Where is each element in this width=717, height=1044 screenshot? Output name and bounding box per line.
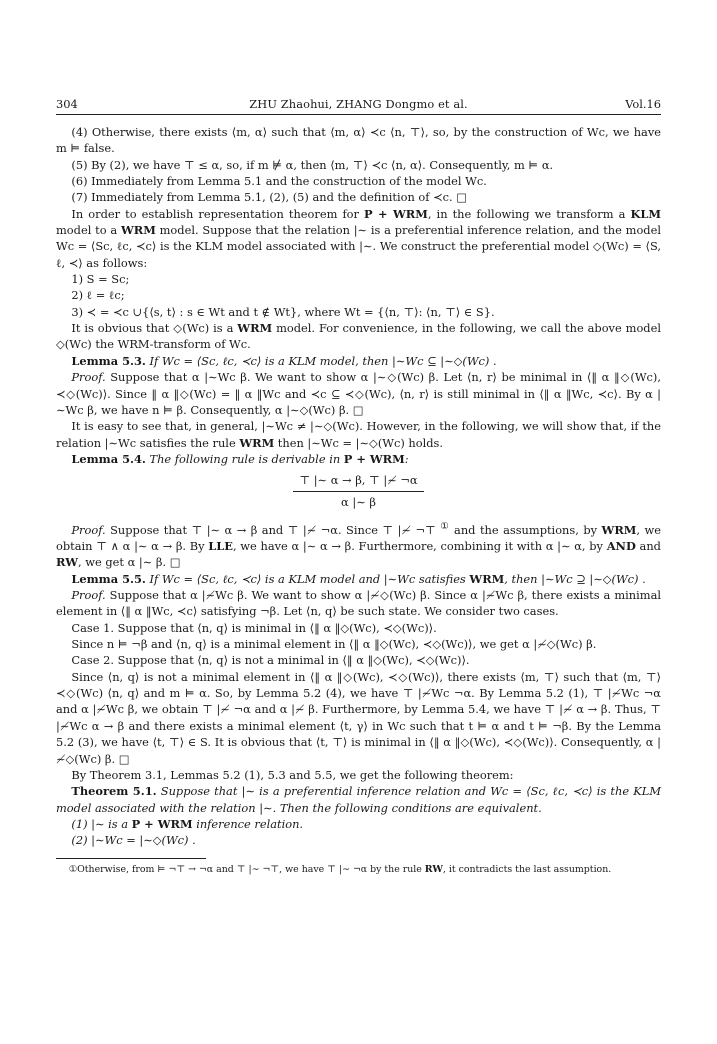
text: (1) |∼ is a (71, 816, 132, 831)
text-bold: P + WRM (364, 206, 428, 221)
proof (56, 519, 661, 571)
proof (56, 587, 661, 620)
page-body (56, 120, 661, 876)
paragraph (56, 206, 661, 271)
footnote-rule (56, 858, 206, 859)
text: then |∼Wc = |∼◇(Wc) holds. (274, 435, 444, 450)
proof-text: Suppose that α |∼Wc β. We want to show α |∼◇(Wc) β. Let ⟨n, r⟩ be minimal in ⟨‖ α ‖◇(Wc), ≺◇(Wc)⟩. Since ‖ α ‖◇(Wc) = ‖ α ‖Wc and ≺c ⊆ ≺◇(Wc), ⟨n, r⟩ is still minimal in ⟨‖ α ‖Wc, ≺c⟩. By α |∼Wc β, we have n ⊨ β. Consequently, α |∼◇(Wc) β. □ (56, 370, 661, 417)
lemma-statement: If Wc = ⟨Sc, ℓc, ≺c⟩ is a KLM model, then |∼Wc ⊆ |∼◇(Wc) . (145, 353, 497, 368)
list-item: (2) |∼Wc = |∼◇(Wc) . (71, 833, 196, 848)
running-title: ZHU Zhaohui, ZHANG Dongmo et al. (249, 97, 468, 111)
paragraph: By Theorem 3.1, Lemmas 5.2 (1), 5.3 and 5.5, we get the following theorem: (71, 767, 514, 782)
text: In order to establish representation theorem for (71, 206, 365, 221)
text-bold: P + WRM (131, 816, 193, 831)
lemma-5-4 (56, 451, 661, 467)
proof-label: Proof. (71, 370, 106, 385)
theorem-label: Theorem 5.1. (71, 784, 157, 799)
paragraph: (6) Immediately from Lemma 5.1 and the construction of the model Wc. (71, 174, 487, 189)
footnote-marker: ① (440, 520, 450, 532)
paragraph: (4) Otherwise, there exists ⟨m, α⟩ such that ⟨m, α⟩ ≺c ⟨n, ⊤⟩, so, by the construction of Wc, we have m ⊨ false. (56, 125, 661, 156)
text-bold: WRM (237, 321, 273, 336)
text-bold: WRM (239, 435, 275, 450)
lemma-statement: The following rule is derivable in (145, 451, 344, 466)
text-bold: P + WRM (343, 451, 405, 466)
lemma-5-5 (56, 571, 661, 587)
list-item: 2) ℓ = ℓc; (71, 288, 125, 303)
text-bold: WRM (120, 223, 156, 238)
proof-text: , we get α |∼ β. □ (78, 555, 181, 570)
proof-text: , we obtain ⊤ ∧ α |∼ α → β. By (56, 522, 662, 554)
lemma-5-3 (56, 353, 661, 369)
text-bold: KLM (630, 206, 661, 221)
paragraph: (5) By (2), we have ⊤ ≤ α, so, if m ⊭ α, then ⟨m, ⊤⟩ ≺c ⟨n, α⟩. Consequently, m ⊨ α. (71, 157, 554, 172)
paragraph: Since n ⊨ ¬β and ⟨n, q⟩ is a minimal element in ⟨‖ α ‖◇(Wc), ≺◇(Wc)⟩, we get α |≁◇(Wc) β. (71, 637, 597, 652)
footnote-marker: ① (68, 863, 78, 875)
paragraph (56, 320, 661, 353)
text: It is easy to see that, in general, |∼Wc ≠ |∼◇(Wc). However, in the following, we will show that, if the relation |∼Wc satisfies the rule (56, 419, 661, 450)
theorem-statement: Suppose that |∼ is a preferential inference relation and Wc = ⟨Sc, ℓc, ≺c⟩ is the KLM model associated with the relation |∼. Then the following conditions are equivalent. (56, 784, 661, 815)
footnote-text: Otherwise, from ⊨ ¬⊤ → ¬α and ⊤ |∼ ¬⊤, we have ⊤ |∼ ¬α by the rule (77, 863, 425, 875)
lemma-statement: , then |∼Wc ⊇ |∼◇(Wc) . (504, 571, 646, 586)
text: , in the following we transform a (427, 206, 631, 221)
lemma-statement: If Wc = ⟨Sc, ℓc, ≺c⟩ is a KLM model and |∼Wc satisfies (145, 571, 470, 586)
text: : (404, 451, 409, 466)
text: model. Suppose that the relation |∼ is a preferential inference relation, and the model Wc = ⟨Sc, ℓc, ≺c⟩ is the KLM model associated with |∼. We construct the preferential model ◇(Wc) = ⟨S, ℓ, ≺⟩ as follows: (56, 223, 661, 270)
text: inference relation. (192, 816, 304, 831)
list-item: 3) ≺ = ≺c ∪{⟨s, t⟩ : s ∈ Wt and t ∉ Wt}, where Wt = {⟨n, ⊤⟩: ⟨n, ⊤⟩ ∈ S}. (71, 304, 495, 319)
text-bold: LLE (208, 539, 233, 554)
proof-text: Suppose that α |≁Wc β. We want to show α |≁◇(Wc) β. Since α |≁Wc β, there exists a minimal element in ⟨‖ α ‖Wc, ≺c⟩ satisfying ¬β. Let ⟨n, q⟩ be such state. We consider two cases. (56, 588, 661, 619)
inference-rule (56, 472, 661, 510)
proof-label: Proof. (71, 588, 106, 603)
text-bold: WRM (601, 522, 637, 537)
paragraph: Since ⟨n, q⟩ is not a minimal element in ⟨‖ α ‖◇(Wc), ≺◇(Wc)⟩, there exists ⟨m, ⊤⟩ such that ⟨m, ⊤⟩ ≺◇(Wc) ⟨n, q⟩ and m ⊨ α. So, by Lemma 5.2 (4), we have ⊤ |≁Wc ¬α. By Lemma 5.2 (1), ⊤ |≁Wc ¬α and α |≁Wc β, we obtain ⊤ |≁ ¬α and α |≁ β. Furthermore, by Lemma 5.4, we have ⊤ |≁ α → β. Thus, ⊤ |≁Wc α → β and there exists a minimal element ⟨t, γ⟩ in Wc such that t ⊨ α and t ⊨ ¬β. By the Lemma 5.2 (3), we have ⟨t, ⊤⟩ ∈ S. It is obvious that ⟨t, ⊤⟩ is minimal in ⟨‖ α ‖◇(Wc), ≺◇(Wc)⟩. Consequently, α |≁◇(Wc) β. □ (56, 669, 661, 766)
proof (56, 369, 661, 418)
proof-text: and the assumptions, by (449, 522, 602, 537)
volume-label: Vol.16 (625, 97, 661, 111)
text-bold: WRM (469, 571, 505, 586)
lemma-label: Lemma 5.5. (71, 571, 146, 586)
text-bold: RW (424, 863, 443, 875)
paragraph: (7) Immediately from Lemma 5.1, (2), (5) and the definition of ≺c. □ (71, 190, 468, 205)
text-bold: RW (56, 555, 79, 570)
rule-premises: ⊤ |∼ α → β, ⊤ |≁ ¬α (293, 472, 423, 491)
page-number: 304 (56, 97, 78, 111)
theorem-5-1 (56, 783, 661, 816)
paragraph: Case 1. Suppose that ⟨n, q⟩ is minimal in ⟨‖ α ‖◇(Wc), ≺◇(Wc)⟩. (71, 620, 437, 635)
running-header (56, 96, 661, 112)
paragraph (56, 418, 661, 451)
text: model. For convenience, in the following, we call the above model ◇(Wc) the WRM-transform of Wc. (56, 321, 661, 352)
rule-fraction (293, 472, 423, 510)
list-item (56, 816, 661, 832)
proof-text: Suppose that ⊤ |∼ α → β and ⊤ |≁ ¬α. Since ⊤ |≁ ¬⊤ (105, 522, 441, 537)
list-item: 1) S = Sc; (71, 272, 130, 287)
text: It is obvious that ◇(Wc) is a (71, 321, 238, 336)
rule-conclusion: α |∼ β (341, 494, 376, 509)
text: model to a (56, 223, 121, 238)
proof-label: Proof. (71, 522, 106, 537)
header-rule (56, 114, 661, 115)
lemma-label: Lemma 5.4. (71, 451, 146, 466)
footnote-text: , it contradicts the last assumption. (442, 863, 612, 875)
footnote (56, 863, 661, 876)
proof-text: , we have α |∼ α → β. Furthermore, combining it with α |∼ α, by (232, 539, 607, 554)
paragraph: Case 2. Suppose that ⟨n, q⟩ is not a minimal in ⟨‖ α ‖◇(Wc), ≺◇(Wc)⟩. (71, 653, 470, 668)
proof-text: and (635, 539, 661, 554)
text-bold: AND (606, 539, 636, 554)
lemma-label: Lemma 5.3. (71, 353, 146, 368)
